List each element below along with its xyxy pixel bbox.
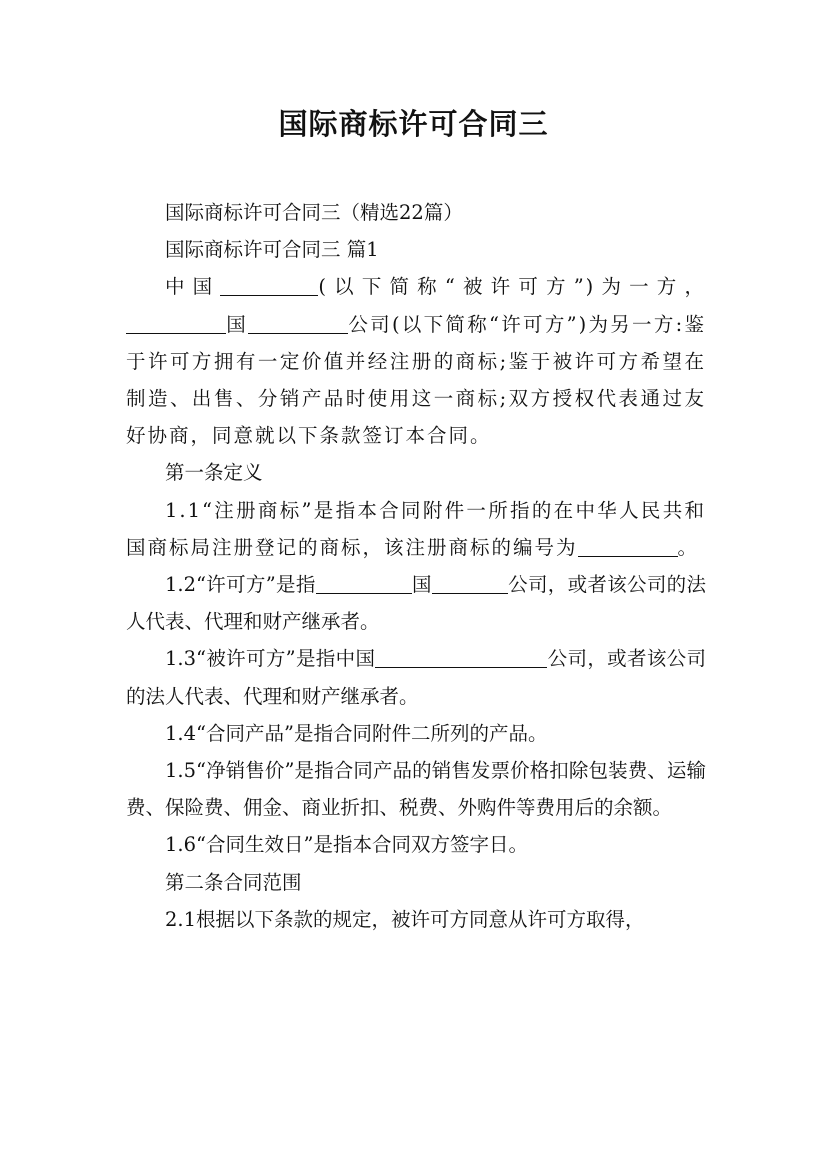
- blank-line: [432, 571, 508, 594]
- text-segment: 中国: [165, 275, 221, 299]
- text-segment: 公司，或者该公司的法人代表、代理和财产继承者。: [126, 573, 706, 634]
- document-title: 国际商标许可合同三: [278, 107, 549, 141]
- section-heading-1: 第一条定义: [165, 461, 263, 485]
- blank-line: [248, 311, 348, 334]
- blank-line: [220, 273, 318, 296]
- text-segment: (以下简称“被许可方”)为一方，: [318, 275, 706, 299]
- blank-line: [578, 534, 678, 557]
- definition-1-4: 1.4“合同产品”是指合同附件二所列的产品。: [165, 721, 548, 745]
- clause-2-1: 2.1根据以下条款的规定，被许可方同意从许可方取得，: [165, 907, 645, 931]
- text-segment: 国: [226, 312, 249, 336]
- preamble-paragraph: [126, 268, 706, 454]
- text-segment: 公司(以下简称“许可方”)为另一方:鉴于许可方拥有一定价值并经注册的商标;鉴于被许可方希望在制造、出售、分销产品时使用这一商标;双方授权代表通过友好协商，同意就以下条款签订本合同。: [126, 312, 706, 448]
- article-heading: 国际商标许可合同三 篇1: [165, 238, 379, 262]
- blank-line: [316, 571, 412, 594]
- definition-1-6: 1.6“合同生效日”是指本合同双方签字日。: [165, 833, 528, 857]
- text-segment: 1.1“注册商标”是指本合同附件一所指的在中华人民共和国商标局注册登记的商标，该注册商标的编号为: [126, 498, 706, 559]
- text-segment: 国: [411, 573, 432, 597]
- text-segment: 。: [677, 535, 700, 559]
- blank-line: [375, 645, 547, 668]
- definition-1-2: [126, 566, 706, 640]
- definition-1-5: 1.5“净销售价”是指合同产品的销售发票价格扣除包装费、运输费、保险费、佣金、商业折扣、税费、外购件等费用后的余额。: [126, 759, 706, 820]
- subtitle-line: 国际商标许可合同三（精选22篇）: [165, 201, 463, 224]
- blank-line: [126, 311, 226, 334]
- text-segment: 1.3“被许可方”是指中国: [165, 647, 376, 671]
- section-heading-2: 第二条合同范围: [165, 870, 302, 894]
- text-segment: 1.2“许可方”是指: [165, 573, 316, 597]
- definition-1-1: [126, 492, 706, 566]
- document-body: [126, 194, 706, 938]
- text-segment: 公司，或者该公司的法人代表、代理和财产继承者。: [126, 647, 706, 708]
- definition-1-3: [126, 640, 706, 714]
